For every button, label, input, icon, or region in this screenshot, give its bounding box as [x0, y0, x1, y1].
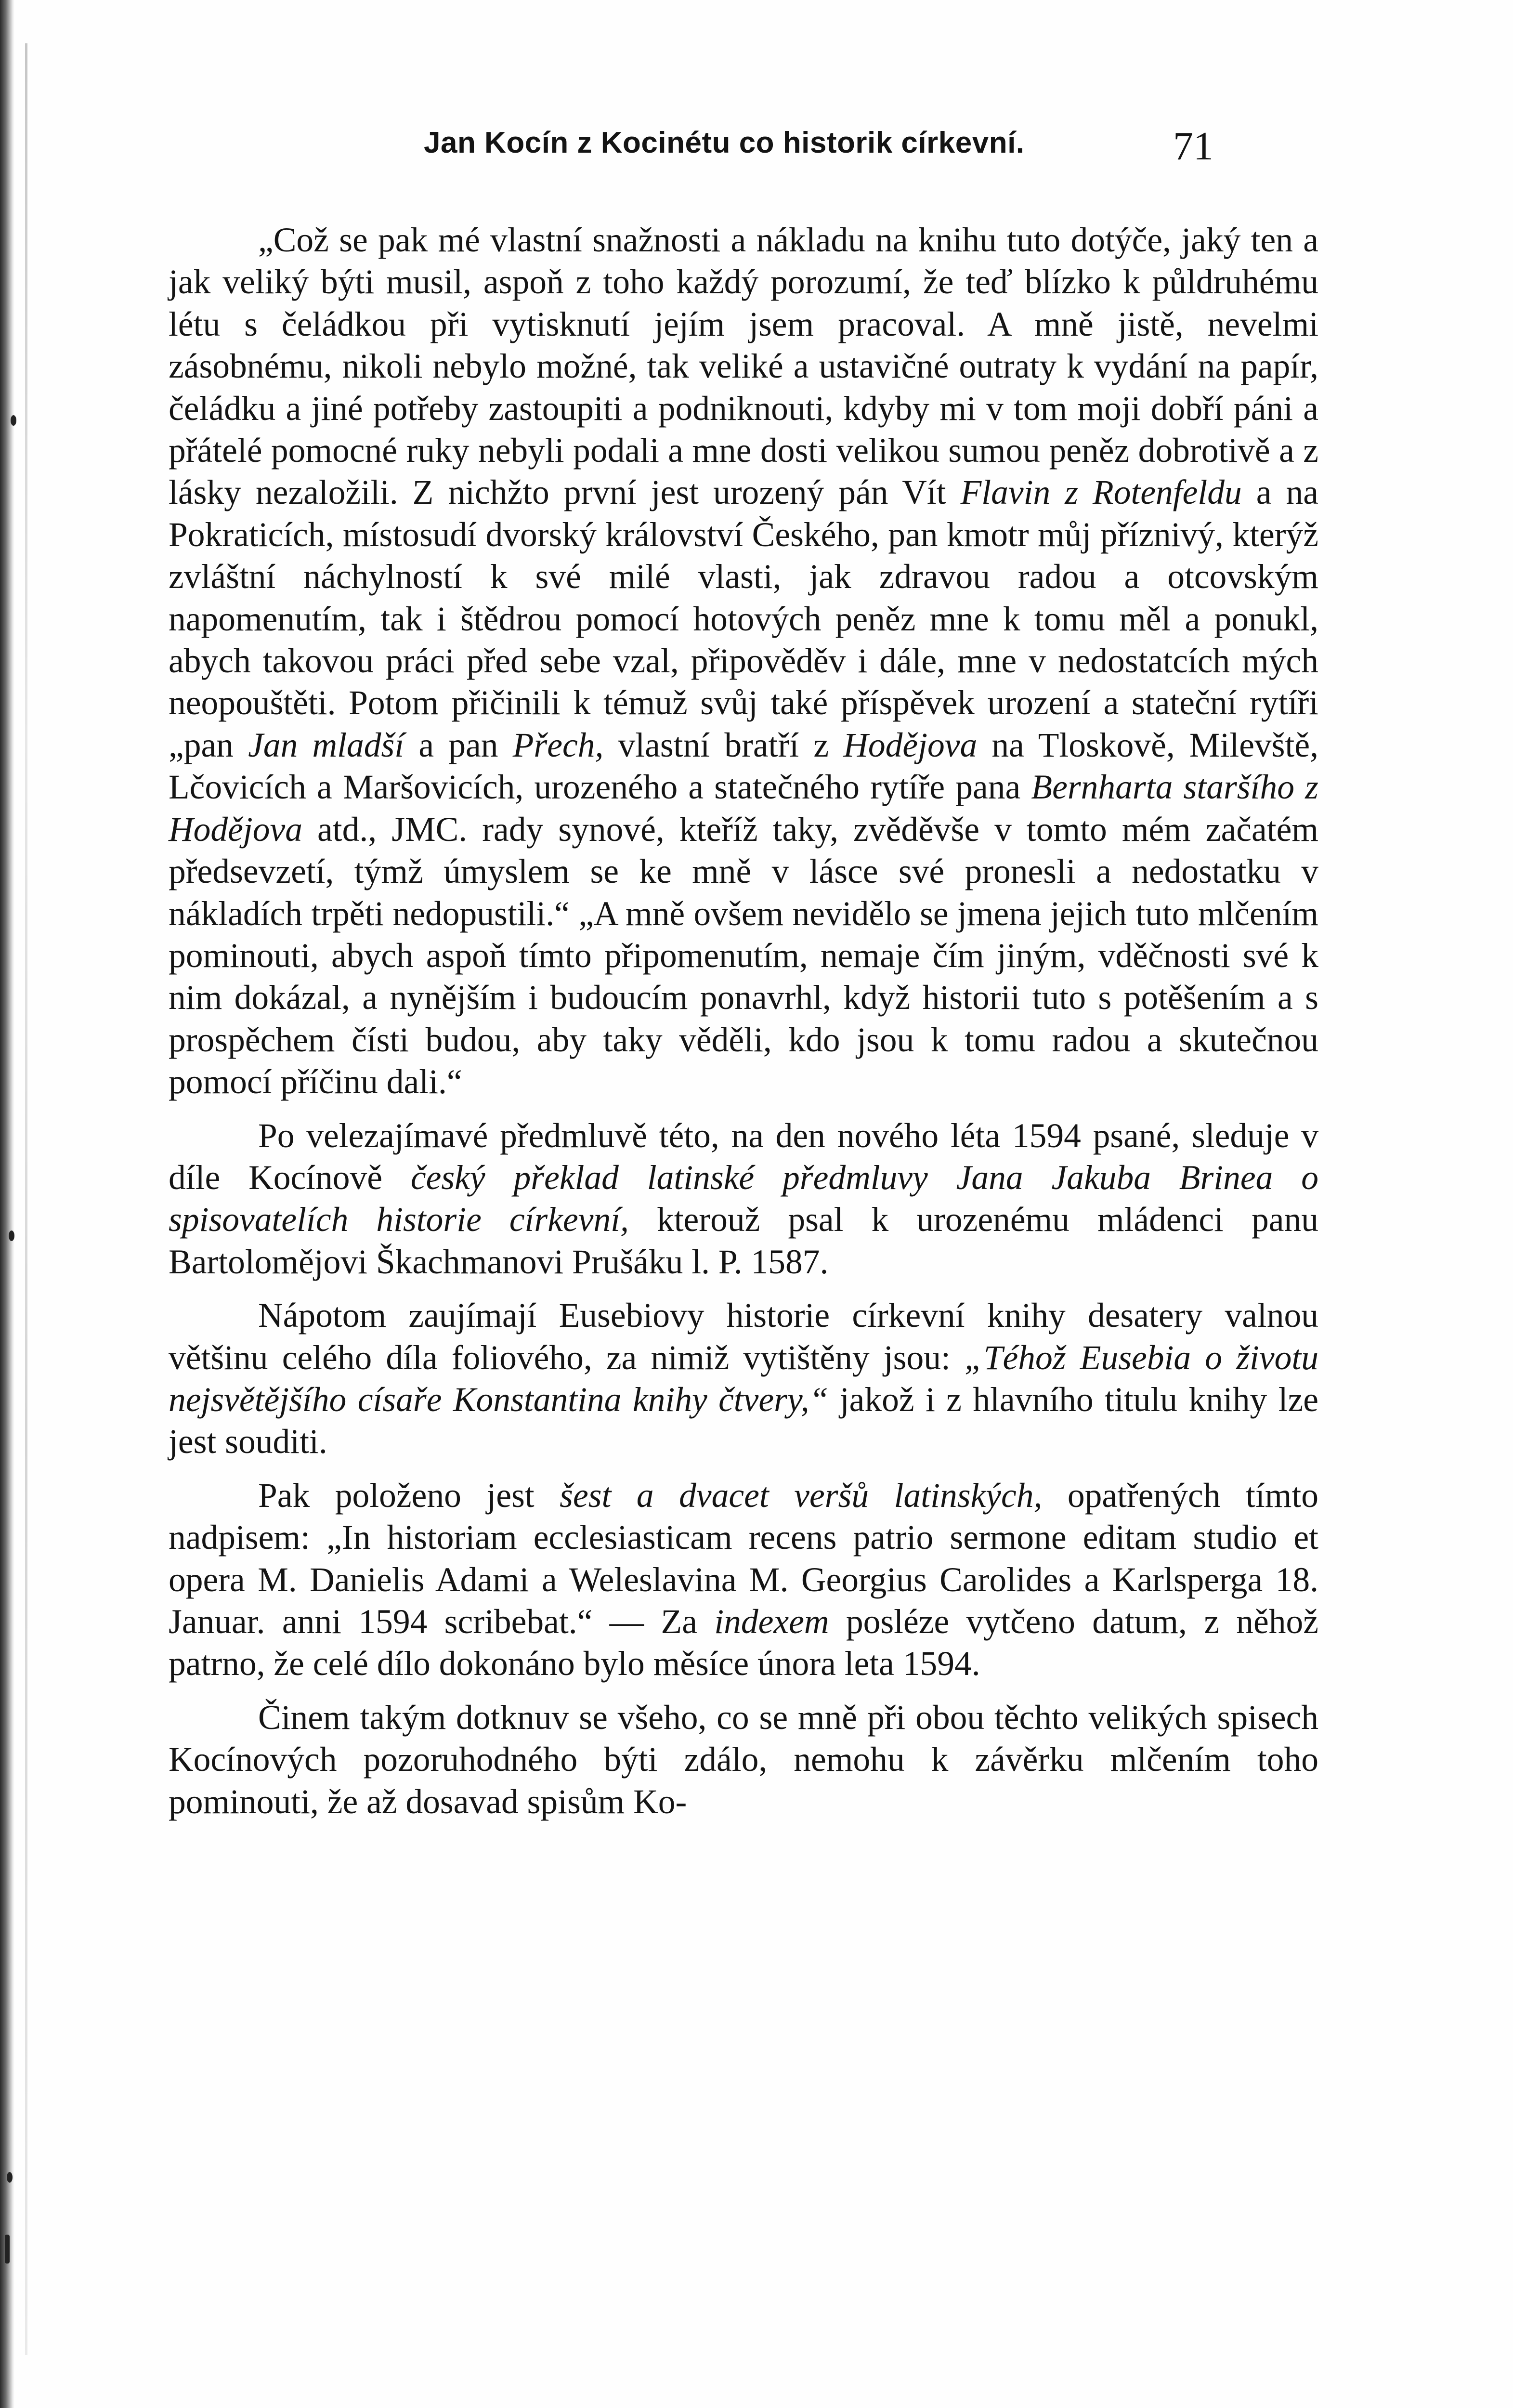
text-run: Činem takým dotknuv se všeho, co se mně při obou těchto velikých spisech Kocínových pozoruhodného býti zdálo, nemohu k závěrku mlčením toho pominouti, že až dosavad spisům Ko-: [169, 1698, 1318, 1821]
italic-name: Bernharta staršího z Hodějova: [169, 768, 1318, 849]
running-title: Jan Kocín z Kocinétu co historik církevní.: [424, 126, 1025, 159]
scan-speck: [9, 1230, 14, 1241]
text-run: atd., JMC. rady synové, kteříž taky, zvěděvše v tomto mém začatém předsevzetí, týmž úmyslem se ke mně v lásce své pronesli a nedostatku v nákladích trpěti nedopustili.“ „A mně ovšem nevidělo se jmena jejich tuto mlčením pominouti, abych aspoň tímto připomenutím, nemaje čím jiným, vděčnosti své k nim dokázal, a nynějším i budoucím ponavrhl, když historii tuto s potěšením a s prospěchem čísti budou, aby taky věděli, kdo jsou k tomu radou a skutečnou pomocí příčinu dali.“: [169, 810, 1318, 1101]
text-run: Po velezajímavé předmluvě této, na den nového léta 1594 psané, sleduje v díle Kocínově: [169, 1116, 1318, 1197]
italic-title: český překlad latinské předmluvy Jana Jakuba Brinea o spisovatelích historie církevní,: [169, 1158, 1318, 1239]
paragraph: [169, 219, 1318, 1103]
scan-speck: [11, 415, 16, 426]
paragraph: [169, 1115, 1318, 1283]
text-run: a pan: [404, 726, 513, 764]
italic-title: „Téhož Eusebia o životu nejsvětějšího císaře Konstantina knihy čtvery,“: [169, 1338, 1318, 1419]
paragraph: [169, 1475, 1318, 1685]
scan-speck: [5, 2235, 10, 2264]
text-run: jakož i z hlavního titulu knihy lze jest souditi.: [169, 1380, 1319, 1461]
text-run: a na Pokraticích, místosudí dvorský království Českého, pan kmotr můj příznivý, kterýž zvláštní náchylností k své milé vlasti, jak zdravou radou a otcovským napomenutím, tak i štědrou pomocí hotových peněz mne k tomu měl a ponukl, abych takovou práci před sebe vzal, připověděv i dále, mne v nedostatcích mých neopouštěti. Potom přičinili k témuž svůj také příspěvek urození a stateční rytíři „pan: [169, 473, 1318, 764]
paragraph: [169, 1697, 1318, 1823]
page-header: [424, 123, 1213, 176]
text-run: Pak položeno jest: [258, 1476, 560, 1515]
text-run: na Tloskově, Milevště, Lčovicích a Maršovicích, urozeného a statečného rytíře pana: [169, 726, 1318, 807]
text-run: „Což se pak mé vlastní snažnosti a nákladu na knihu tuto dotýče, jaký ten a jak veliký býti musil, aspoň z toho každý porozumí, že teď blízko k půldruhému létu s čeládkou při vytisknutí jejím jsem pracoval. A mně jistě, nevelmi zásobnému, nikoli nebylo možné, tak veliké a ustavičné outraty k vydání na papír, čeládku a jiné potřeby zastoupiti a podniknouti, kdyby mi v tom moji dobří páni a přátelé pomocné ruky nebyli podali a mne dosti velikou sumou peněz dobrotivě a z lásky nezaložili. Z nichžto první jest urozený pán Vít: [169, 221, 1318, 512]
italic-term: indexem: [714, 1603, 829, 1641]
text-run: kterouž psal k urozenému mládenci panu Bartolomějovi Škachmanovi Prušáku l. P. 1587.: [169, 1201, 1318, 1281]
body-text: [169, 219, 1318, 1823]
text-run: posléze vytčeno datum, z něhož patrno, že celé dílo dokonáno bylo měsíce února leta 1594.: [169, 1603, 1318, 1683]
italic-name: Přech,: [512, 726, 604, 764]
italic-name: Flavin z Rotenfeldu: [960, 473, 1242, 512]
scan-speck: [7, 2172, 13, 2183]
paragraph: [169, 1295, 1318, 1463]
page-number: 71: [1173, 124, 1213, 169]
text-run: vlastní bratří z: [603, 726, 844, 764]
italic-title: šest a dvacet veršů latinských,: [560, 1476, 1043, 1515]
italic-name: Jan mladší: [248, 726, 404, 764]
text-run: opatřených tímto nadpisem: „In historiam ecclesiasticam recens patrio sermone editam studio et opera M. Danielis Adami a Weleslavina M. Georgius Carolides a Karlsperga 18. Januar. anni 1594 scribebat.“ — Za: [169, 1476, 1318, 1641]
scan-edge-line: [25, 43, 27, 2355]
text-run: Nápotom zaujímají Eusebiovy historie církevní knihy desatery valnou většinu celého díla foliového, za nimiž vytištěny jsou:: [169, 1296, 1318, 1377]
italic-name: Hodějova: [843, 726, 978, 764]
scan-edge-shadow: [0, 0, 14, 2408]
